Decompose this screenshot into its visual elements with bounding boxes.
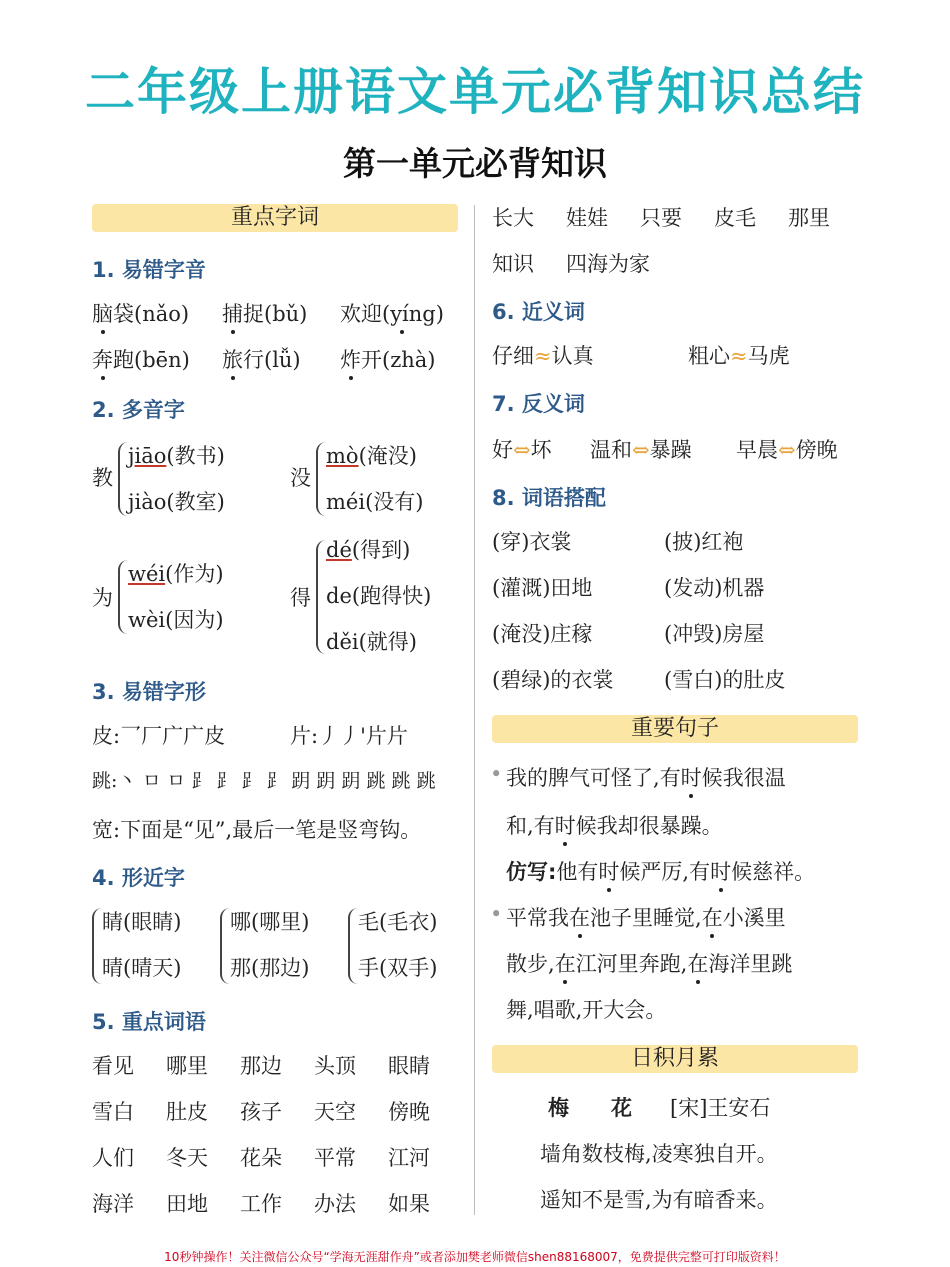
example-word: (教室) [166,490,225,514]
similar-char: 哪(哪里) [230,910,310,934]
approx-icon: ≈ [534,344,552,368]
word: 那里 [788,206,830,230]
footer-notice: 10秒钟操作！关注微信公众号“学海无涯甜作舟”或者添加樊老师微信shen88168007，免费提供完整可打印版资料！ [164,1250,786,1264]
sentence-line: 舞,唱歌,开大会。 [506,998,667,1022]
collocation: (发动)机器 [664,576,765,600]
double-arrow-icon: ⇔ [513,438,531,462]
pinyin: 开(zhà) [361,348,436,372]
polyphone-reading [326,626,417,656]
polyphone-char-de: 得 [290,586,311,610]
double-arrow-icon: ⇔ [632,438,650,462]
pronunciation-row-1 [92,298,189,328]
word: 孩子 [240,1100,282,1124]
brace-icon [118,442,128,516]
word: 平常 [314,1146,356,1170]
pinyin: 捉(bǔ) [243,302,308,326]
polyphone-reading [128,440,225,470]
word: 四海为家 [566,252,650,276]
example-word: (就得) [358,630,417,654]
example-word: (作为) [165,562,224,586]
collocation: (灌溉)田地 [492,576,593,600]
text: 散步, [506,952,555,976]
page-title: 二年级上册语文单元必背知识总结 [85,63,865,121]
stroke-order-tiao: 跳:丶 ㅁ ㅁ ⻊ ⻊ ⻊ ⻊ 跀 跀 跀 跳 跳 跳 [92,770,436,792]
pinyin: jiào [128,490,167,514]
word: 傍晚 [388,1100,430,1124]
dotted-char: 捕 [222,302,243,326]
polyphone-reading [326,486,423,516]
dotted-text: 有时候 [659,766,723,790]
section-heading-collocations: 8. 词语搭配 [492,486,606,510]
word: 哪里 [166,1054,208,1078]
section-heading-pronunciation: 1. 易错字音 [92,258,206,282]
word: 暴躁 [649,438,692,462]
collocation: (披)红袍 [664,530,744,554]
pinyin: wèi [128,608,166,632]
pinyin: děi [326,630,359,654]
sentence-line [506,948,792,978]
word: 粗心 [688,344,730,368]
similar-char: 手(双手) [358,956,438,980]
pronunciation-row-1b [222,298,307,328]
dotted-text: 有时候 [533,814,597,838]
brace-icon [316,540,326,654]
section-heading-key-words: 5. 重点词语 [92,1010,206,1034]
dotted-text: 在 [569,906,590,930]
double-arrow-icon: ⇔ [778,438,796,462]
pinyin-underlined: jiāo [128,444,167,468]
antonym-pair [492,434,552,464]
polyphone-reading [326,534,410,564]
text: 和, [506,814,534,838]
banner-important-sentences: 重要句子 [492,715,858,743]
word: 如果 [388,1192,430,1216]
word: 江河 [388,1146,430,1170]
polyphone-reading [128,486,225,516]
section-heading-polyphones: 2. 多音字 [92,398,185,422]
word: 工作 [240,1192,282,1216]
example-word: (淹没) [358,444,417,468]
pinyin-underlined: dé [326,538,352,562]
text: 他 [556,860,578,884]
brace-icon [118,560,128,634]
section-heading-synonyms: 6. 近义词 [492,300,585,324]
dotted-text: 在 [687,952,709,976]
dotted-char: 旅 [222,348,243,372]
poem-line: 遥知不是雪,为有暗香来。 [540,1188,778,1212]
word: 只要 [640,206,682,230]
collocation: (雪白)的肚皮 [664,668,786,692]
banner-key-words: 重点字词 [92,204,458,232]
antonym-pair [590,434,692,464]
pinyin: 袋(nǎo) [113,302,190,326]
word: 马虎 [747,344,790,368]
polyphone-reading [326,440,417,470]
brace-icon [92,908,102,984]
poem-line: 墙角数枝梅,凌寒独自开。 [540,1142,778,1166]
section-heading-character-form: 3. 易错字形 [92,680,206,704]
page-subtitle: 第一单元必背知识 [343,144,607,183]
pronunciation-row-1c [340,298,444,328]
char: 欢 [340,302,361,326]
example-word: (跑得快) [351,584,432,608]
example-word: (得到) [351,538,411,562]
word: 眼睛 [388,1054,430,1078]
word: 知识 [492,252,534,276]
text: 我很温 [722,766,786,790]
brace-icon [220,908,230,984]
stroke-order-pi: 皮:乛厂广广皮 [92,724,226,748]
polyphone-char-jiao: 教 [92,466,113,490]
column-divider [474,205,475,1215]
example-word: (没有) [365,490,424,514]
polyphone-char-mei: 没 [290,466,311,490]
word: 雪白 [92,1100,134,1124]
sentence-line [506,810,723,840]
similar-char: 毛(毛衣) [358,910,438,934]
bullet-icon: • [490,762,503,786]
text: 严厉, [640,860,690,884]
dotted-char: 炸 [340,348,361,372]
text: 我却很暴躁。 [596,814,723,838]
word: 皮毛 [714,206,756,230]
word: 看见 [92,1054,134,1078]
sentence-line [506,902,786,932]
word: 早晨 [736,438,778,462]
dotted-char [361,302,444,326]
word: 天空 [314,1100,356,1124]
dotted-char: 脑 [92,302,113,326]
pinyin: méi [326,490,366,514]
imitation-label: 仿写: [506,860,557,884]
text: 江河里奔跑, [575,952,688,976]
word: 认真 [551,344,594,368]
pronunciation-row-2c [340,344,436,374]
sentence-line [506,762,786,792]
polyphone-reading [128,604,224,634]
text: 海洋里跳 [708,952,793,976]
pinyin: 迎(yíng) [361,302,444,326]
pinyin: de [326,584,352,608]
banner-daily-accumulation: 日积月累 [492,1045,858,1073]
pinyin: 行(lǚ) [243,348,301,372]
stroke-note-kuan: 宽:下面是“见”,最后一笔是竖弯钩。 [92,818,422,842]
word: 长大 [492,206,534,230]
collocation: (冲毁)房屋 [664,622,765,646]
dotted-text: 有时候 [577,860,641,884]
polyphone-char-wei: 为 [92,586,113,610]
synonym-pair [688,340,790,370]
word: 仔细 [492,344,534,368]
word: 办法 [314,1192,356,1216]
imitation-sentence [506,856,815,886]
pronunciation-row-2 [92,344,190,374]
collocation: (淹没)庄稼 [492,622,593,646]
text: 小溪里 [722,906,786,930]
poem-title: 梅 花 [548,1096,632,1120]
text: 池子里睡觉, [590,906,702,930]
section-heading-similar-chars: 4. 形近字 [92,866,185,890]
brace-icon [348,908,358,984]
word: 花朵 [240,1146,282,1170]
approx-icon: ≈ [730,344,748,368]
word: 傍晚 [795,438,838,462]
word: 好 [492,438,513,462]
word: 温和 [590,438,632,462]
word: 肚皮 [166,1100,208,1124]
word: 海洋 [92,1192,134,1216]
collocation: (穿)衣裳 [492,530,572,554]
section-heading-antonyms: 7. 反义词 [492,392,585,416]
word: 人们 [92,1146,134,1170]
dotted-text: 在 [701,906,723,930]
antonym-pair [736,434,838,464]
word: 坏 [530,438,552,462]
text: 慈祥。 [752,860,816,884]
example-word: (因为) [165,608,224,632]
polyphone-reading [128,558,224,588]
pinyin: 跑(bēn) [113,348,190,372]
example-word: (教书) [166,444,225,468]
similar-char: 睛(眼睛) [102,910,182,934]
synonym-pair [492,340,594,370]
stroke-order-pian: 片:丿丿'片片 [290,724,408,748]
similar-char: 晴(晴天) [102,956,182,980]
dotted-text: 在 [554,952,576,976]
word: 娃娃 [566,206,608,230]
pronunciation-row-2b [222,344,301,374]
brace-icon [316,442,326,516]
word: 冬天 [166,1146,208,1170]
polyphone-reading [326,580,431,610]
text: 我的脾气可怪了, [506,766,660,790]
dotted-text: 有时候 [689,860,753,884]
word: 田地 [166,1192,208,1216]
text: 平常我 [506,906,569,930]
word: 头顶 [314,1054,356,1078]
word: 那边 [240,1054,282,1078]
collocation: (碧绿)的衣裳 [492,668,614,692]
pinyin-underlined: mò [326,444,359,468]
pinyin-underlined: wéi [128,562,166,586]
bullet-icon: • [490,902,503,926]
poem-author: [宋]王安石 [670,1096,771,1120]
dotted-char: 奔 [92,348,113,372]
similar-char: 那(那边) [230,956,310,980]
